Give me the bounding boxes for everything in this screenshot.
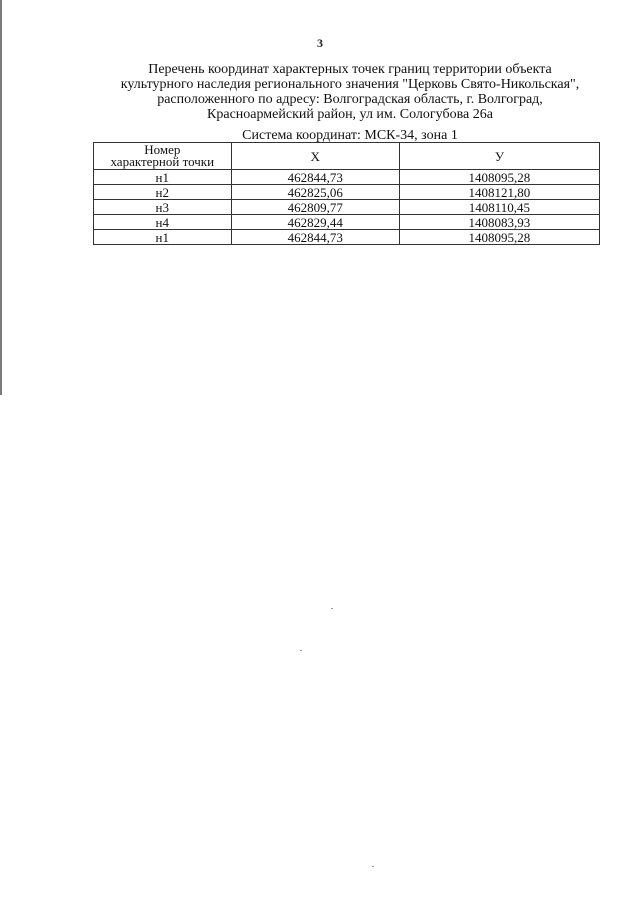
header-point-line-2: характерной точки (110, 154, 215, 169)
coordinates-table (93, 142, 600, 245)
table-header-row (94, 143, 600, 170)
page-number: 3 (317, 36, 323, 50)
table-row (94, 230, 600, 245)
title-line-1: Перечень координат характерных точек границ территории объекта (148, 62, 552, 77)
scan-edge-shadow (0, 0, 2, 395)
table-row (94, 185, 600, 200)
title-line-3: расположенного по адресу: Волгоградская область, г. Волгоград, (157, 92, 543, 107)
header-point-line-1: Номер (144, 142, 181, 157)
scan-speck (372, 866, 374, 867)
cell-y: 1408095,28 (399, 230, 599, 245)
cell-y: 1408095,28 (399, 170, 599, 185)
document-title (70, 62, 630, 122)
coordinate-system-label: Система координат: МСК-34, зона 1 (242, 128, 458, 143)
cell-point: н1 (94, 170, 232, 185)
table-row (94, 215, 600, 230)
cell-point: н3 (94, 200, 232, 215)
cell-y: 1408110,45 (399, 200, 599, 215)
cell-point: н1 (94, 230, 232, 245)
cell-y: 1408083,93 (399, 215, 599, 230)
cell-x: 462829,44 (231, 215, 399, 230)
scan-speck (331, 608, 333, 609)
cell-point: н2 (94, 185, 232, 200)
cell-x: 462844,73 (231, 230, 399, 245)
cell-point: н4 (94, 215, 232, 230)
cell-x: 462809,77 (231, 200, 399, 215)
title-line-2: культурного наследия регионального значения "Церковь Свято-Никольская", (120, 77, 580, 92)
header-x: X (231, 143, 399, 170)
cell-y: 1408121,80 (399, 185, 599, 200)
scan-speck (300, 650, 302, 651)
header-y: У (399, 143, 599, 170)
table-row (94, 200, 600, 215)
table-row (94, 170, 600, 185)
header-point-number (94, 143, 232, 170)
title-line-4: Красноармейский район, ул им. Сологубова 26а (207, 107, 493, 122)
cell-x: 462825,06 (231, 185, 399, 200)
cell-x: 462844,73 (231, 170, 399, 185)
